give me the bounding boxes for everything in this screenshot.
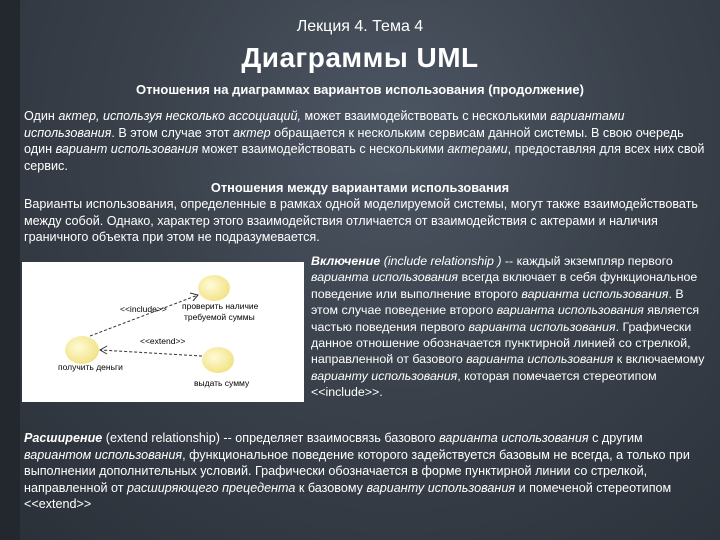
usecase-check-ellipse xyxy=(198,275,230,301)
paragraph-extend: Расширение (extend relationship) -- определяет взаимосвязь базового варианта использования с другим вариантом использования, функциональное поведение которого задействуется базовым не всегда, а только при выполнении дополнительных условий. Графически обозначается в форме пунктирной линии со стрелкой, направленной от расширяющего прецедента к базовому варианту использования и помеченой стереотипом <<extend>> xyxy=(24,431,690,511)
usecase-check-label-2: требуемой суммы xyxy=(184,312,255,322)
lecture-label: Лекция 4. Тема 4 xyxy=(296,18,424,35)
include-label: <<include>> xyxy=(120,304,167,314)
paragraph-usecase-relations: Варианты использования, определенные в рамках одной моделируемой системы, могут также взаимодействовать между собой. Однако, характер этого взаимодействия отличается от взаимодействия с актерами и наличия граничного объекта при этом не подразумевается. xyxy=(24,197,698,244)
usecase-give-ellipse xyxy=(202,347,234,373)
left-accent-bar xyxy=(0,0,20,540)
extend-label: <<extend>> xyxy=(140,336,186,346)
uml-diagram-svg xyxy=(22,262,304,402)
uml-diagram xyxy=(22,262,304,402)
paragraph-include: Включение (include relationship ) -- каждый экземпляр первого варианта использования всегда включает в себя функциональное поведение или выполнение второго варианта использования. В этом случае поведение второго варианта использования является частью поведения первого варианта использования. Графически данное отношение обозначается пунктирной линией со стрелкой, направленной от базового варианта использования к включаемому варианту использования, которая помечается стереотипом <<include>>. xyxy=(311,254,705,400)
paragraph-actors: Один актер, используя несколько ассоциаций, может взаимодействовать с несколькими вариантами использования. В этом случае этот актер обращается к нескольким сервисам данной системы. В свою очередь один вариант использования может взаимодействовать с несколькими актерами, предоставляя для всех них свой сервис. xyxy=(24,109,705,173)
page-title: Диаграммы UML xyxy=(241,42,479,73)
usecase-receive-ellipse xyxy=(65,336,99,364)
usecase-give-label: выдать сумму xyxy=(194,378,250,388)
extend-arrow-line xyxy=(100,350,202,356)
section-subtitle: Отношения на диаграммах вариантов использования (продолжение) xyxy=(136,82,584,97)
relations-heading: Отношения между вариантами использования xyxy=(210,180,510,195)
usecase-check-label-1: проверить наличие xyxy=(182,301,259,311)
usecase-receive-label: получить деньги xyxy=(58,362,123,372)
